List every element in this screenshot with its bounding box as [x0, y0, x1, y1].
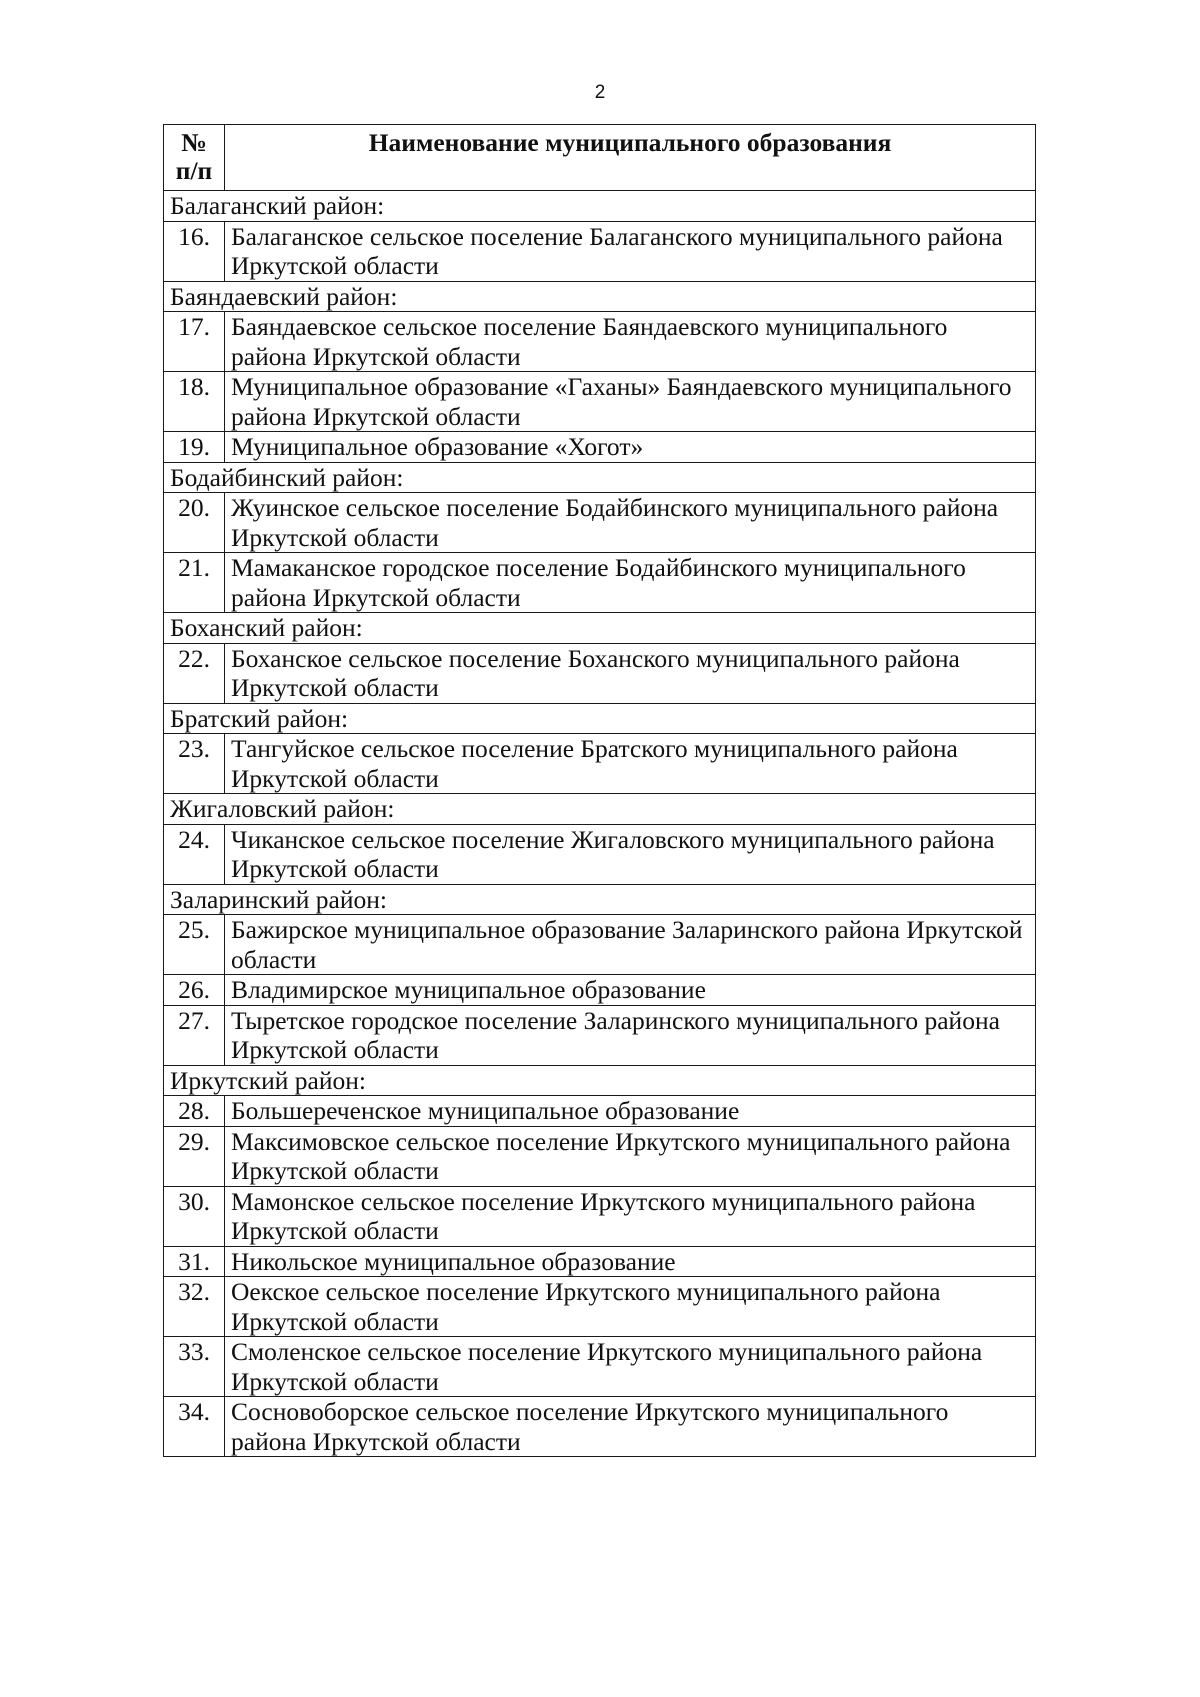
municipality-name: Оекское сельское поселение Иркутского муниципального района Иркутской области [225, 1277, 1036, 1337]
row-number: 33. [164, 1337, 225, 1397]
municipality-name: Балаганское сельское поселение Балаганского муниципального района Иркутской области [225, 221, 1036, 281]
municipality-name: Сосновоборское сельское поселение Иркутского муниципального района Иркутской области [225, 1397, 1036, 1457]
table-row [164, 975, 1036, 1006]
table-row [164, 1126, 1036, 1186]
row-number: 20. [164, 493, 225, 553]
municipality-name: Боханское сельское поселение Боханского муниципального района Иркутской области [225, 643, 1036, 703]
table-row [164, 221, 1036, 281]
municipality-name: Баяндаевское сельское поселение Баяндаевского муниципального района Иркутской области [225, 312, 1036, 372]
municipality-name: Тыретское городское поселение Заларинского муниципального района Иркутской области [225, 1005, 1036, 1065]
table-body [164, 191, 1036, 1457]
row-number: 16. [164, 221, 225, 281]
municipality-name: Никольское муниципальное образование [225, 1246, 1036, 1277]
municipalities-table [163, 124, 1036, 1457]
table-row [164, 1096, 1036, 1127]
table-row [164, 1277, 1036, 1337]
row-number: 28. [164, 1096, 225, 1127]
row-number: 18. [164, 372, 225, 432]
district-name: Баяндаевский район: [164, 281, 1036, 312]
table-row [164, 734, 1036, 794]
table-row [164, 1337, 1036, 1397]
municipality-name: Максимовское сельское поселение Иркутского муниципального района Иркутской области [225, 1126, 1036, 1186]
district-name: Бодайбинский район: [164, 462, 1036, 493]
table-row [164, 493, 1036, 553]
table-row [164, 824, 1036, 884]
table-row [164, 1397, 1036, 1457]
row-number: 19. [164, 432, 225, 463]
row-number: 32. [164, 1277, 225, 1337]
name-column-header: Наименование муниципального образования [225, 125, 1036, 191]
table-row [164, 1005, 1036, 1065]
municipality-name: Жуинское сельское поселение Бодайбинского муниципального района Иркутской области [225, 493, 1036, 553]
district-name: Боханский район: [164, 613, 1036, 644]
row-number: 29. [164, 1126, 225, 1186]
row-number: 26. [164, 975, 225, 1006]
district-row [164, 462, 1036, 493]
municipality-name: Тангуйское сельское поселение Братского муниципального района Иркутской области [225, 734, 1036, 794]
table-row [164, 1246, 1036, 1277]
municipality-name: Мамонское сельское поселение Иркутского муниципального района Иркутской области [225, 1186, 1036, 1246]
page-number: 2 [594, 82, 606, 103]
row-number: 31. [164, 1246, 225, 1277]
district-row [164, 1065, 1036, 1096]
municipality-name: Владимирское муниципальное образование [225, 975, 1036, 1006]
table-row [164, 372, 1036, 432]
municipality-name: Муниципальное образование «Хогот» [225, 432, 1036, 463]
table-header [164, 125, 1036, 191]
municipality-name: Бажирское муниципальное образование Заларинского района Иркутской области [225, 915, 1036, 975]
district-row [164, 794, 1036, 825]
district-row [164, 281, 1036, 312]
number-header-symbol: № [181, 128, 207, 157]
municipality-name: Большереченское муниципальное образование [225, 1096, 1036, 1127]
district-row [164, 703, 1036, 734]
municipality-name: Смоленское сельское поселение Иркутского муниципального района Иркутской области [225, 1337, 1036, 1397]
table-row [164, 643, 1036, 703]
table-row [164, 553, 1036, 613]
table-row [164, 432, 1036, 463]
municipality-name: Чиканское сельское поселение Жигаловского муниципального района Иркутской области [225, 824, 1036, 884]
municipality-name: Мамаканское городское поселение Бодайбинского муниципального района Иркутской области [225, 553, 1036, 613]
row-number: 22. [164, 643, 225, 703]
row-number: 23. [164, 734, 225, 794]
row-number: 34. [164, 1397, 225, 1457]
district-name: Братский район: [164, 703, 1036, 734]
row-number: 25. [164, 915, 225, 975]
table-row [164, 915, 1036, 975]
district-name: Заларинский район: [164, 884, 1036, 915]
row-number: 27. [164, 1005, 225, 1065]
number-column-header [164, 125, 225, 191]
row-number: 21. [164, 553, 225, 613]
district-name: Балаганский район: [164, 191, 1036, 222]
table-row [164, 312, 1036, 372]
row-number: 24. [164, 824, 225, 884]
district-row [164, 191, 1036, 222]
district-name: Жигаловский район: [164, 794, 1036, 825]
number-header-abbr: п/п [175, 156, 213, 185]
table-row [164, 1186, 1036, 1246]
district-name: Иркутский район: [164, 1065, 1036, 1096]
district-row [164, 884, 1036, 915]
municipality-name: Муниципальное образование «Гаханы» Баяндаевского муниципального района Иркутской области [225, 372, 1036, 432]
row-number: 30. [164, 1186, 225, 1246]
district-row [164, 613, 1036, 644]
header-row [164, 125, 1036, 191]
row-number: 17. [164, 312, 225, 372]
